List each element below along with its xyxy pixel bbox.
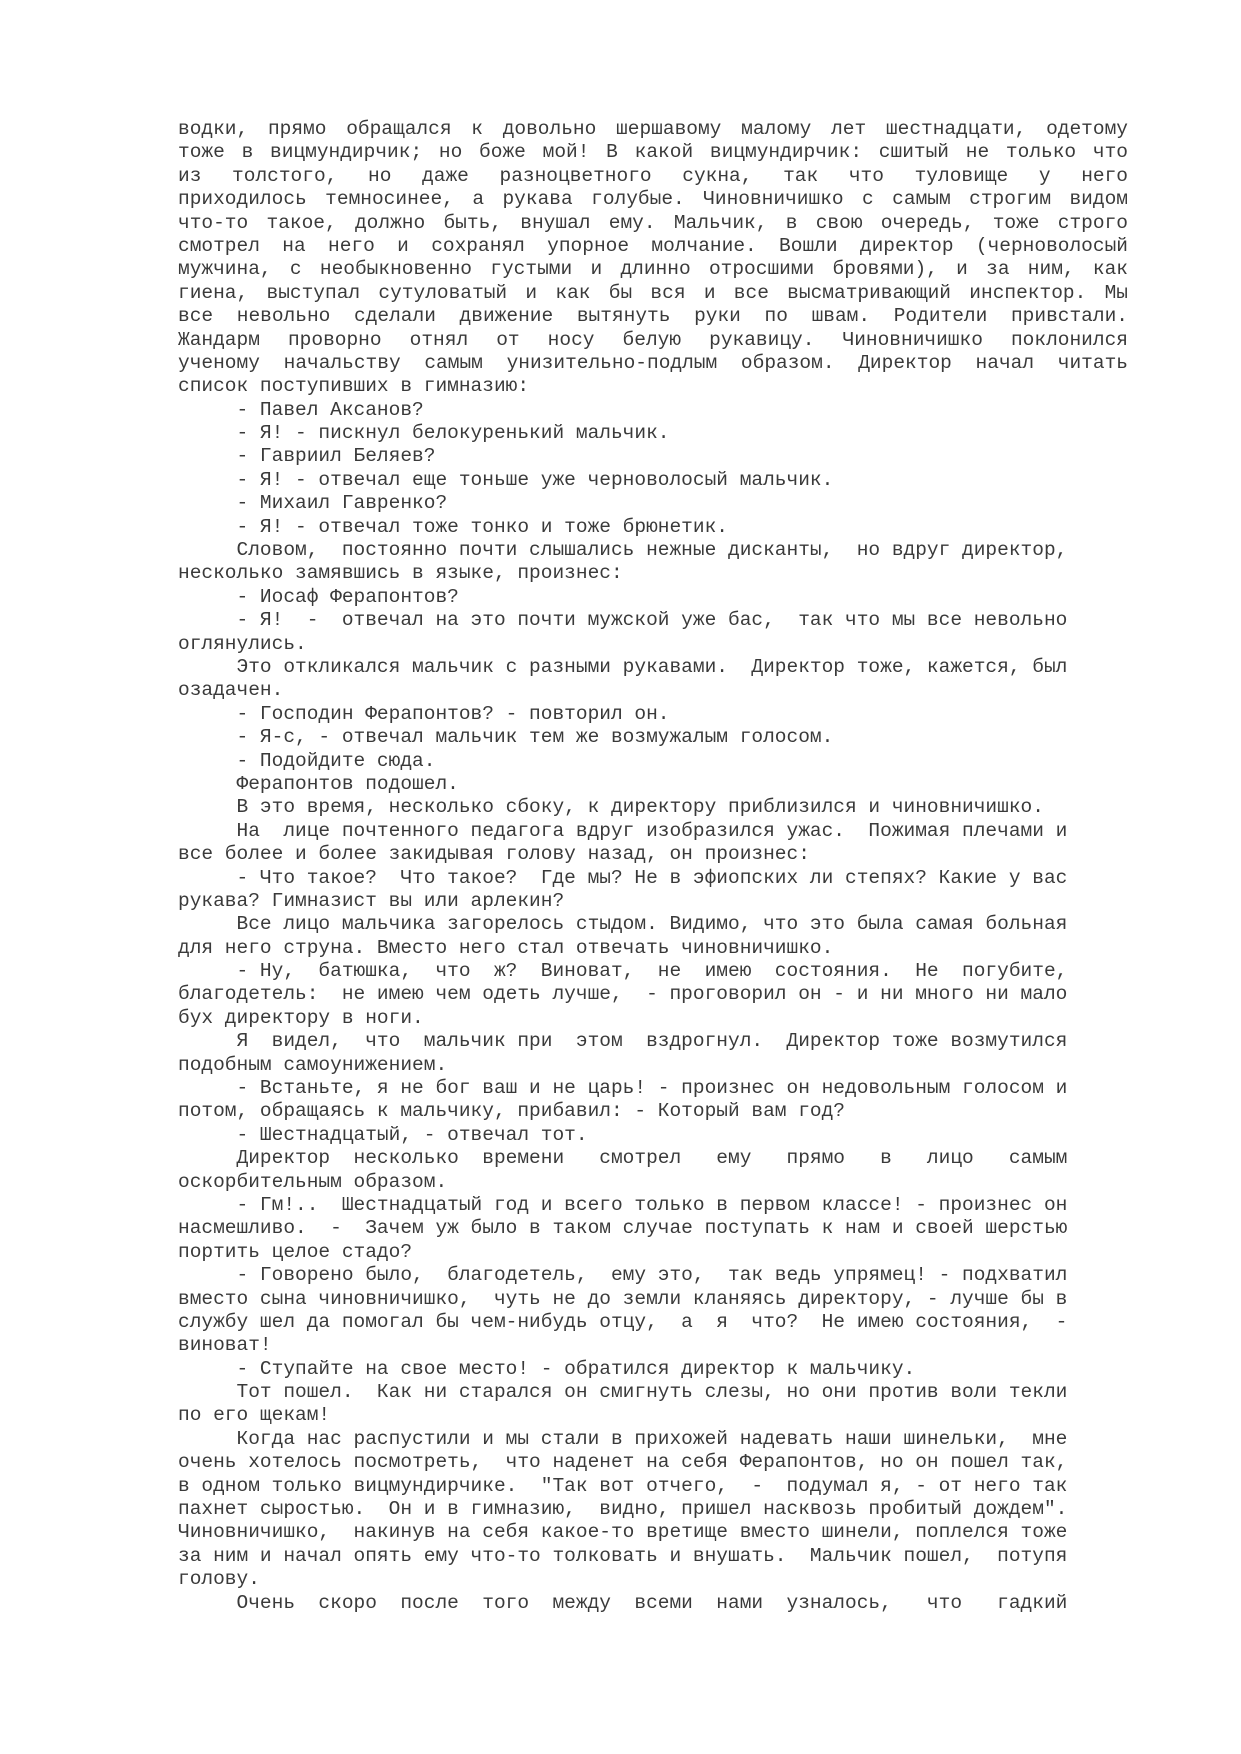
text-line: несколько замявшись в языке, произнес: — [178, 562, 623, 585]
text-line: из толстого, но даже разноцветного сукна, так что туловище у него — [178, 164, 1128, 187]
document-page — [178, 118, 1128, 1615]
text-line: рукава? Гимназист вы или арлекин? — [178, 889, 565, 912]
text-line: ученому начальству самым унизительно-подлым образом. Директор начал читать — [178, 351, 1128, 374]
text-line: виноват! — [178, 1334, 272, 1357]
text-line: гиена, выступал сутуловатый и как бы вся и все высматривающий инспектор. Мы — [178, 281, 1128, 304]
text-line: На лице почтенного педагога вдруг изобразился ужас. Пожимая плечами и — [178, 819, 1068, 842]
text-line: вместо сына чиновничишко, чуть не до земли кланяясь директору, - лучше бы в — [178, 1287, 1068, 1310]
text-line: что-то такое, должно быть, внушал ему. Мальчик, в свою очередь, тоже строго — [178, 211, 1128, 234]
text-line: по его щекам! — [178, 1404, 331, 1427]
text-line: - Иосаф Ферапонтов? — [178, 585, 459, 608]
text-line: - Встаньте, я не бог ваш и не царь! - произнес он недовольным голосом и — [178, 1077, 1068, 1100]
text-line: все более и более закидывая голову назад, он произнес: — [178, 843, 810, 866]
text-line: пахнет сыростью. Он и в гимназию, видно, пришел насквозь пробитый дождем". — [178, 1498, 1068, 1521]
text-line: Я видел, что мальчик при этом вздрогнул. Директор тоже возмутился — [178, 1030, 1068, 1053]
text-line: Все лицо мальчика загорелось стыдом. Видимо, что это была самая больная — [178, 913, 1068, 936]
text-line: - Я-с, - отвечал мальчик тем же возмужалым голосом. — [178, 726, 834, 749]
text-line: список поступивших в гимназию: — [178, 375, 530, 398]
text-line: - Ну, батюшка, что ж? Виноват, не имею состояния. Не погубите, — [178, 960, 1068, 983]
text-line: службу шел да помогал бы чем-нибудь отцу, а я что? Не имею состояния, - — [178, 1310, 1068, 1333]
text-line: для него струна. Вместо него стал отвечать чиновничишко. — [178, 936, 834, 959]
text-line: - Я! - пискнул белокуренький мальчик. — [178, 422, 670, 445]
text-line: тоже в вицмундирчик; но боже мой! В какой вицмундирчик: сшитый не только что — [178, 141, 1128, 164]
text-line: - Шестнадцатый, - отвечал тот. — [178, 1123, 588, 1146]
text-line: - Гавриил Беляев? — [178, 445, 436, 468]
text-line: В это время, несколько сбоку, к директору приблизился и чиновничишко. — [178, 796, 1044, 819]
text-line: Чиновничишко, накинув на себя какое-то вретище вместо шинели, поплелся тоже — [178, 1521, 1068, 1544]
text-line: - Михаил Гавренко? — [178, 492, 448, 515]
text-line: Словом, постоянно почти слышались нежные дисканты, но вдруг директор, — [178, 539, 1068, 562]
text-line: водки, прямо обращался к довольно шершавому малому лет шестнадцати, одетому — [178, 118, 1128, 140]
text-line: в одном только вицмундирчике. "Так вот отчего, - подумал я, - от него так — [178, 1474, 1068, 1497]
text-line: очень хотелось посмотреть, что наденет на себя Ферапонтов, но он пошел так, — [178, 1451, 1068, 1474]
text-line: - Павел Аксанов? — [178, 398, 424, 421]
text-line: за ним и начал опять ему что-то толковать и внушать. Мальчик пошел, потупя — [178, 1544, 1068, 1567]
text-line: подобным самоунижением. — [178, 1053, 448, 1076]
text-line: - Говорено было, благодетель, ему это, так ведь упрямец! - подхватил — [178, 1264, 1068, 1287]
text-line: - Я! - отвечал на это почти мужской уже бас, так что мы все невольно — [178, 609, 1068, 632]
text-line: Это откликался мальчик с разными рукавами. Директор тоже, кажется, был — [178, 655, 1068, 678]
text-line: Очень скоро после того между всеми нами узналось, что гадкий — [178, 1591, 1068, 1614]
text-line: благодетель: не имею чем одеть лучше, - проговорил он - и ни много ни мало — [178, 983, 1068, 1006]
text-line: Директор несколько времени смотрел ему прямо в лицо самым — [178, 1147, 1068, 1170]
text-line: - Я! - отвечал тоже тонко и тоже брюнетик. — [178, 515, 728, 538]
text-line: - Господин Ферапонтов? - повторил он. — [178, 702, 670, 725]
text-line: - Что такое? Что такое? Где мы? Не в эфиопских ли степях? Какие у вас — [178, 866, 1068, 889]
text-line: - Подойдите сюда. — [178, 749, 436, 772]
text-line: оскорбительным образом. — [178, 1170, 448, 1193]
text-line: приходилось темносинее, а рукава голубые. Чиновничишко с самым строгим видом — [178, 188, 1128, 211]
text-line: смотрел на него и сохранял упорное молчание. Вошли директор (черноволосый — [178, 234, 1128, 257]
text-line: все невольно сделали движение вытянуть руки по швам. Родители привстали. — [178, 305, 1128, 328]
text-line: мужчина, с необыкновенно густыми и длинно отросшими бровями), и за ним, как — [178, 258, 1128, 281]
text-line: насмешливо. - Зачем уж было в таком случае поступать к нам и своей шерстью — [178, 1217, 1068, 1240]
text-line: голову. — [178, 1568, 260, 1591]
text-line: - Я! - отвечал еще тоньше уже черноволосый мальчик. — [178, 468, 834, 491]
text-line: Жандарм проворно отнял от носу белую рукавицу. Чиновничишко поклонился — [178, 328, 1128, 351]
text-line: потом, обращаясь к мальчику, прибавил: - Который вам год? — [178, 1100, 846, 1123]
text-line: Когда нас распустили и мы стали в прихожей надевать наши шинельки, мне — [178, 1427, 1068, 1450]
text-line: портить целое стадо? — [178, 1240, 413, 1263]
text-line: озадачен. — [178, 679, 284, 702]
text-line: - Гм!.. Шестнадцатый год и всего только в первом классе! - произнес он — [178, 1193, 1068, 1216]
text-line: оглянулись. — [178, 632, 307, 655]
text-line: Тот пошел. Как ни старался он смигнуть слезы, но они против воли текли — [178, 1381, 1068, 1404]
text-line: - Ступайте на свое место! - обратился директор к мальчику. — [178, 1357, 916, 1380]
text-line: Ферапонтов подошел. — [178, 772, 459, 795]
text-line: бух директору в ноги. — [178, 1006, 424, 1029]
